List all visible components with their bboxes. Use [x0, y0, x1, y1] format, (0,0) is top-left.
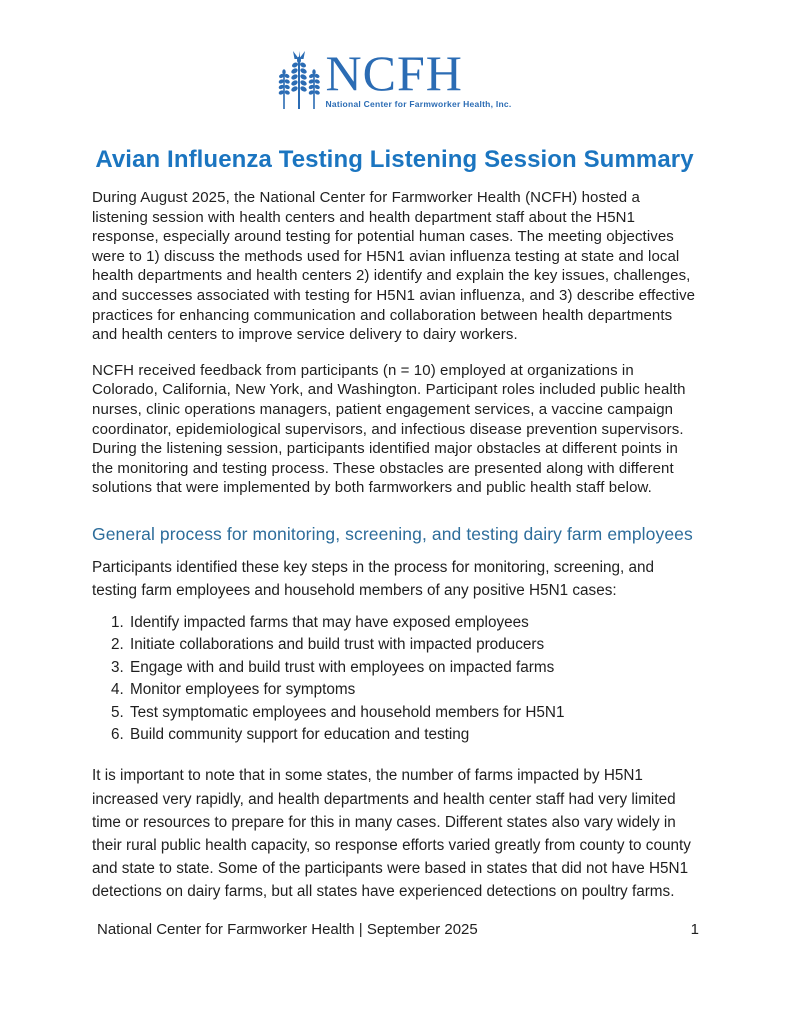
- list-item: 1. Identify impacted farms that may have exposed employees: [128, 612, 697, 634]
- paragraph-participants: NCFH received feedback from participants (n = 10) employed at organizations in Colorado, California, New York, and Washington. Participant roles included public health nurses, clinic operations managers, patient engagement services, a vaccine campaign coordinator, epidemiological supervisors, and infectious disease prevention supervisors. During the listening session, participants identified major obstacles at different points in the monitoring and testing process. These obstacles are presented along with different solutions that were implemented by both farmworkers and public health staff below.: [92, 361, 686, 497]
- logo: [0, 0, 789, 109]
- list-item: 5. Test symptomatic employees and household members for H5N1: [128, 702, 697, 724]
- list-item: 2. Initiate collaborations and build trust with impacted producers: [128, 634, 697, 656]
- document-body: [92, 188, 697, 904]
- paragraph-overview: During August 2025, the National Center for Farmworker Health (NCFH) hosted a listening session with health centers and health department staff about the H5N1 response, especially around testing for potential human cases. The meeting objectives were to 1) discuss the methods used for H5N1 avian influenza testing at state and local health departments and health centers 2) identify and explain the key issues, challenges, and successes associated with testing for H5N1 avian influenza, and 3) describe effective practices for enhancing communication and collaboration between health departments and health centers to improve service delivery to dairy workers.: [92, 189, 696, 344]
- paragraph-important-note: It is important to note that in some states, the number of farms impacted by H5N1 increased very rapidly, and health departments and health center staff had very limited time or resources to prepare for this in many cases. Different states also vary widely in their rural public health capacity, so response efforts varied greatly from county to county and state to state. Some of the participants were based in states that did not have H5N1 detections on dairy farms, but all states have experienced detections on poultry farms.: [92, 767, 691, 901]
- list-item: 6. Build community support for education and testing: [128, 724, 697, 746]
- list-item: 4. Monitor employees for symptoms: [128, 679, 697, 701]
- section-heading-general-process: General process for monitoring, screening, and testing dairy farm employees: [92, 523, 693, 544]
- logo-acronym: NCFH: [325, 45, 463, 101]
- footer-text: National Center for Farmworker Health | September 2025: [97, 921, 478, 938]
- page-number: 1: [690, 921, 699, 938]
- page-footer: [97, 921, 699, 938]
- paragraph-steps-intro: Participants identified these key steps in the process for monitoring, screening, and testing farm employees and household members of any positive H5N1 cases:: [92, 558, 655, 599]
- page-title: Avian Influenza Testing Listening Session Summary: [95, 146, 694, 173]
- list-item: 3. Engage with and build trust with employees on impacted farms: [128, 657, 697, 679]
- wheat-stalks-icon: [278, 51, 320, 109]
- steps-list: [92, 612, 697, 746]
- logo-tagline: National Center for Farmworker Health, Inc.: [325, 99, 512, 109]
